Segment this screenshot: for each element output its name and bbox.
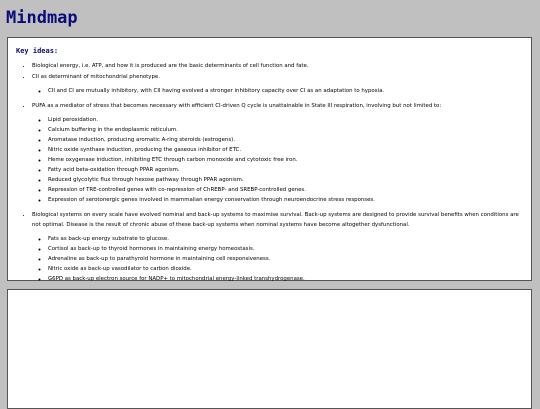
key-idea-subitem: ◦ Fatty acid beta-oxidation through PPAR agonism.	[48, 165, 523, 175]
key-idea-text: Biological systems on every scale have evolved nominal and back-up systems to maximise survival. Back-up systems are designed to provide survival benefits when conditions are not optimal. Disease is the result of chronic abuse of these back-up systems when nominal systems have become altogether dysfunctional.	[32, 212, 519, 228]
page-title: Mindmap	[6, 8, 78, 28]
key-idea-sublist	[32, 86, 523, 96]
key-idea-text: Biological energy, i.e. ATP, and how it is produced are the basic determinants of cell function and fate.	[32, 63, 309, 69]
key-idea-subitem: ◦ Cortisol as back-up to thyroid hormones in maintaining energy homeostasis.	[48, 244, 523, 254]
key-idea-item	[32, 101, 523, 205]
key-idea-text: CII as determinant of mitochondrial phenotype.	[32, 74, 160, 80]
key-idea-subitem: ◦ Adrenaline as back-up to parathyroid hormone in maintaining cell responsiveness.	[48, 254, 523, 264]
key-idea-subitem: ◦ G6PD as back-up electron source for NADP+ to mitochondrial energy-linked transhydrogenase.	[48, 274, 523, 284]
key-idea-subitem: ◦ Fats as back-up energy substrate to glucose.	[48, 234, 523, 244]
key-idea-subitem: ◦ Nitric oxide synthase induction, producing the gaseous inhibitor of ETC.	[48, 145, 523, 155]
key-idea-sublist	[32, 234, 523, 284]
key-idea-subitem: ◦ Heme oxygenase induction, inhibiting ETC through carbon monoxide and cytotoxic free iron.	[48, 155, 523, 165]
mindmap-canvas-panel	[7, 289, 532, 409]
key-idea-item	[32, 61, 523, 71]
key-idea-text: PUFA as a mediator of stress that becomes necessary with efficient CI-driven Q cycle is unattainable in State III respiration, involving but not limited to:	[32, 103, 442, 109]
key-idea-subitem: ◦ Reduced glycolytic flux through hexose pathway through PPAR agonism.	[48, 175, 523, 185]
key-idea-subitem: ◦ Repression of TRE-controlled genes with co-repression of ChREBP- and SREBP-controlled genes.	[48, 185, 523, 195]
key-ideas-panel	[7, 37, 532, 281]
key-idea-subitem: ◦ CII and CI are mutually inhibitory, with CII having evolved a stronger inhibitory capacity over CI as an adaptation to hypoxia.	[48, 86, 523, 96]
key-idea-sublist	[32, 115, 523, 205]
key-idea-item	[32, 210, 523, 284]
key-ideas-heading: Key ideas:	[16, 47, 59, 55]
key-idea-subitem: ◦ Expression of serotonergic genes involved in mammalian energy conservation through neuroendocrine stress responses.	[48, 195, 523, 205]
key-idea-subitem: ◦ Lipid peroxidation.	[48, 115, 523, 125]
key-idea-item	[32, 72, 523, 96]
key-idea-subitem: ◦ Calcium buffering in the endoplasmic reticulum.	[48, 125, 523, 135]
key-idea-subitem: ◦ Aromatase induction, producing aromatic A-ring steroids (estrogens).	[48, 135, 523, 145]
key-idea-subitem: ◦ Nitric oxide as back-up vasodilator to carbon dioxide.	[48, 264, 523, 274]
key-ideas-list	[16, 61, 523, 284]
